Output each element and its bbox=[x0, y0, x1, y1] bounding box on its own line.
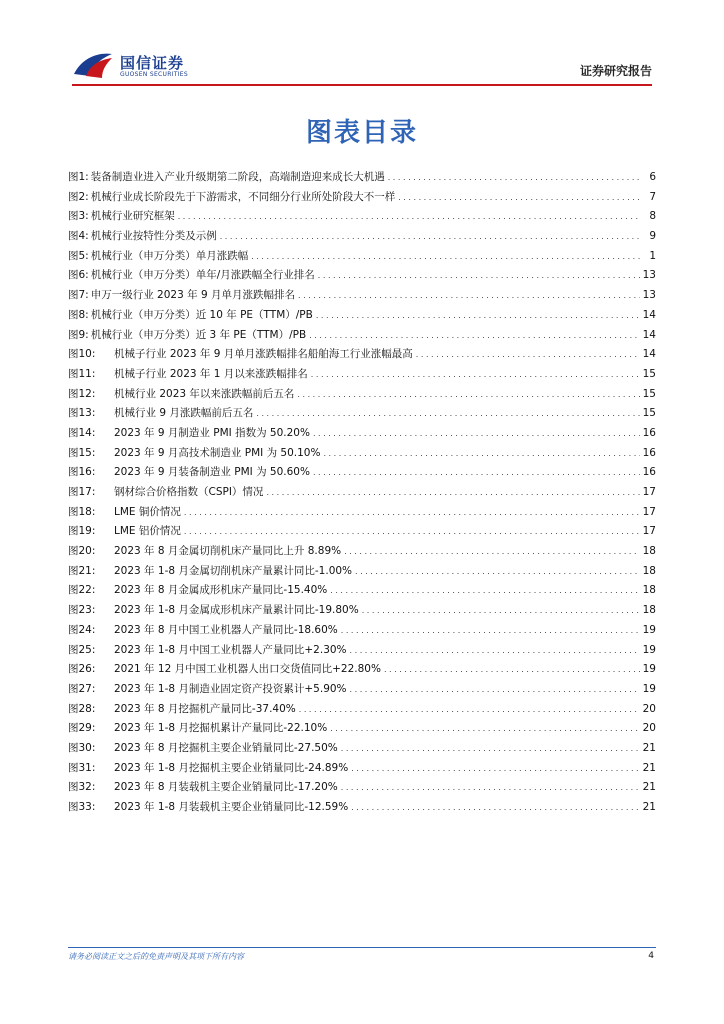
toc-figure-title: 2023 年 1-8 月挖掘机累计产量同比-22.10% bbox=[114, 722, 328, 735]
toc-page-number: 18 bbox=[642, 564, 656, 577]
toc-figure-title: 2023 年 8 月金属成形机床产量同比-15.40% bbox=[114, 584, 328, 597]
toc-row[interactable] bbox=[68, 444, 656, 464]
toc-leader-dots bbox=[251, 247, 641, 267]
toc-leader-dots bbox=[309, 326, 639, 346]
toc-figure-number: 图19: bbox=[68, 525, 96, 538]
toc-figure-title: 机械行业（申万分类）单月涨跌幅 bbox=[90, 249, 249, 262]
logo-text-cn: 国信证券 bbox=[120, 54, 185, 72]
toc-figure-number: 图32: bbox=[68, 781, 96, 794]
toc-row[interactable] bbox=[68, 266, 656, 286]
toc-figure-number: 图10: bbox=[68, 348, 96, 361]
guosen-logo bbox=[72, 48, 212, 84]
toc-figure-title: LME 铜价情况 bbox=[114, 505, 181, 518]
logo-text-en: GUOSEN SECURITIES bbox=[120, 71, 189, 78]
toc-figure-number: 图13: bbox=[68, 407, 96, 420]
toc-page-number: 18 bbox=[642, 545, 656, 558]
toc-figure-number: 图23: bbox=[68, 604, 96, 617]
toc-page-number: 21 bbox=[642, 781, 656, 794]
toc-figure-title: 机械子行业 2023 年 9 月单月涨跌幅排名船舶海工行业涨幅最高 bbox=[114, 348, 413, 361]
toc-figure-number: 图4: bbox=[68, 230, 89, 243]
table-of-figures bbox=[68, 168, 656, 818]
toc-row[interactable] bbox=[68, 286, 656, 306]
toc-row[interactable] bbox=[68, 621, 656, 641]
toc-page-number: 19 bbox=[642, 663, 656, 676]
toc-row[interactable] bbox=[68, 778, 656, 798]
toc-leader-dots bbox=[362, 601, 640, 621]
toc-page-number: 14 bbox=[642, 348, 656, 361]
toc-page-number: 6 bbox=[649, 171, 656, 183]
toc-page-number: 1 bbox=[649, 249, 656, 262]
toc-figure-title: 2023 年 8 月中国工业机器人产量同比-18.60% bbox=[114, 623, 338, 636]
toc-page-number: 17 bbox=[642, 525, 656, 538]
toc-leader-dots bbox=[184, 522, 640, 542]
toc-figure-title: 机械行业研究框架 bbox=[90, 210, 175, 223]
toc-page-number: 15 bbox=[642, 407, 656, 420]
toc-leader-dots bbox=[355, 562, 640, 582]
toc-page-number: 13 bbox=[642, 289, 656, 302]
toc-figure-title: 装备制造业进入产业升级期第二阶段，高端制造迎来成长大机遇 bbox=[90, 171, 385, 183]
toc-leader-dots bbox=[313, 463, 640, 483]
toc-row[interactable] bbox=[68, 601, 656, 621]
toc-leader-dots bbox=[398, 188, 641, 208]
header-divider bbox=[72, 84, 652, 86]
toc-row[interactable] bbox=[68, 326, 656, 346]
toc-page-number: 18 bbox=[642, 604, 656, 617]
toc-figure-title: 机械行业（申万分类）近 10 年 PE（TTM）/PB bbox=[90, 308, 313, 321]
toc-page-number: 15 bbox=[642, 367, 656, 380]
toc-figure-number: 图9: bbox=[68, 328, 89, 341]
toc-figure-title: 机械行业 9 月涨跌幅前后五名 bbox=[114, 407, 254, 420]
footer-divider bbox=[68, 947, 656, 948]
toc-page-number: 19 bbox=[642, 682, 656, 695]
toc-leader-dots bbox=[351, 798, 639, 818]
toc-page-number: 9 bbox=[649, 230, 656, 243]
toc-leader-dots bbox=[313, 424, 640, 444]
toc-leader-dots bbox=[184, 503, 640, 523]
toc-figure-number: 图2: bbox=[68, 190, 89, 203]
toc-page-number: 20 bbox=[642, 722, 656, 735]
toc-figure-number: 图16: bbox=[68, 466, 96, 479]
toc-figure-title: 机械行业 2023 年以来涨跌幅前后五名 bbox=[114, 387, 295, 400]
toc-figure-title: 钢材综合价格指数（CSPI）情况 bbox=[114, 486, 264, 498]
toc-leader-dots bbox=[323, 444, 639, 464]
toc-leader-dots bbox=[341, 739, 640, 759]
toc-row[interactable] bbox=[68, 680, 656, 700]
page-number: 4 bbox=[648, 951, 654, 961]
toc-row[interactable] bbox=[68, 581, 656, 601]
toc-figure-number: 图17: bbox=[68, 486, 96, 498]
toc-leader-dots bbox=[316, 306, 640, 326]
toc-row[interactable] bbox=[68, 207, 656, 227]
guosen-logo-icon bbox=[72, 50, 114, 80]
toc-figure-number: 图6: bbox=[68, 269, 89, 282]
toc-page-number: 16 bbox=[642, 446, 656, 459]
toc-row[interactable] bbox=[68, 385, 656, 405]
toc-leader-dots bbox=[388, 168, 641, 188]
toc-figure-title: 2023 年 8 月装载机主要企业销量同比-17.20% bbox=[114, 781, 338, 794]
toc-leader-dots bbox=[220, 227, 641, 247]
toc-page-number: 17 bbox=[642, 505, 656, 518]
toc-leader-dots bbox=[344, 542, 640, 562]
toc-leader-dots bbox=[266, 483, 639, 503]
toc-figure-number: 图25: bbox=[68, 643, 96, 656]
toc-figure-title: 2023 年 1-8 月装载机主要企业销量同比-12.59% bbox=[114, 801, 349, 813]
toc-figure-title: LME 铝价情况 bbox=[114, 525, 181, 538]
toc-figure-title: 机械行业成长阶段先于下游需求，不同细分行业所处阶段大不一样 bbox=[90, 190, 396, 203]
toc-figure-number: 图31: bbox=[68, 761, 96, 774]
toc-leader-dots bbox=[318, 266, 640, 286]
toc-row[interactable] bbox=[68, 463, 656, 483]
toc-page-number: 15 bbox=[642, 387, 656, 400]
page-title: 图表目录 bbox=[305, 118, 418, 148]
toc-leader-dots bbox=[178, 207, 641, 227]
toc-row[interactable] bbox=[68, 247, 656, 267]
page-header bbox=[72, 48, 652, 86]
toc-figure-number: 图28: bbox=[68, 702, 96, 715]
toc-figure-title: 申万一级行业 2023 年 9 月单月涨跌幅排名 bbox=[90, 289, 295, 302]
toc-page-number: 20 bbox=[642, 702, 656, 715]
toc-page-number: 16 bbox=[642, 426, 656, 439]
toc-page-number: 8 bbox=[649, 210, 656, 223]
toc-row[interactable] bbox=[68, 227, 656, 247]
toc-figure-title: 2023 年 9 月装备制造业 PMI 为 50.60% bbox=[114, 466, 310, 479]
toc-figure-title: 2021 年 12 月中国工业机器人出口交货值同比+22.80% bbox=[114, 663, 381, 676]
toc-row[interactable] bbox=[68, 759, 656, 779]
toc-figure-number: 图14: bbox=[68, 426, 96, 439]
toc-figure-title: 机械子行业 2023 年 1 月以来涨跌幅排名 bbox=[114, 367, 308, 380]
toc-figure-number: 图24: bbox=[68, 623, 96, 636]
toc-figure-title: 机械行业（申万分类）单年/月涨跌幅全行业排名 bbox=[90, 269, 315, 282]
toc-row[interactable] bbox=[68, 306, 656, 326]
toc-row[interactable] bbox=[68, 660, 656, 680]
toc-figure-title: 2023 年 9 月高技术制造业 PMI 为 50.10% bbox=[114, 446, 321, 459]
toc-row[interactable] bbox=[68, 700, 656, 720]
report-type-label: 证券研究报告 bbox=[579, 64, 652, 78]
toc-leader-dots bbox=[350, 641, 640, 661]
toc-leader-dots bbox=[341, 621, 640, 641]
toc-page-number: 18 bbox=[642, 584, 656, 597]
toc-row[interactable] bbox=[68, 424, 656, 444]
toc-figure-number: 图3: bbox=[68, 210, 89, 223]
toc-figure-title: 2023 年 1-8 月金属切削机床产量累计同比-1.00% bbox=[114, 564, 353, 577]
toc-page-number: 17 bbox=[642, 486, 656, 498]
toc-figure-number: 图22: bbox=[68, 584, 96, 597]
toc-figure-number: 图21: bbox=[68, 564, 96, 577]
toc-leader-dots bbox=[256, 404, 639, 424]
toc-figure-number: 图7: bbox=[68, 289, 89, 302]
toc-row[interactable] bbox=[68, 739, 656, 759]
toc-leader-dots bbox=[384, 660, 640, 680]
toc-figure-number: 图8: bbox=[68, 308, 89, 321]
toc-figure-title: 2023 年 1-8 月中国工业机器人产量同比+2.30% bbox=[114, 643, 347, 656]
toc-page-number: 13 bbox=[642, 269, 656, 282]
toc-page-number: 19 bbox=[642, 623, 656, 636]
toc-row[interactable] bbox=[68, 719, 656, 739]
toc-figure-number: 图29: bbox=[68, 722, 96, 735]
toc-leader-dots bbox=[416, 345, 640, 365]
toc-row[interactable] bbox=[68, 522, 656, 542]
toc-row[interactable] bbox=[68, 542, 656, 562]
toc-row[interactable] bbox=[68, 404, 656, 424]
toc-leader-dots bbox=[298, 286, 640, 306]
toc-figure-number: 图30: bbox=[68, 741, 96, 754]
footer-disclaimer: 请务必阅读正文之后的免责声明及其项下所有内容 bbox=[68, 952, 244, 961]
toc-figure-title: 2023 年 8 月金属切削机床产量同比上升 8.89% bbox=[114, 545, 342, 558]
toc-figure-number: 图15: bbox=[68, 446, 96, 459]
toc-figure-title: 2023 年 8 月挖掘机产量同比-37.40% bbox=[114, 702, 296, 715]
toc-figure-number: 图20: bbox=[68, 545, 96, 558]
toc-figure-title: 2023 年 1-8 月金属成形机床产量累计同比-19.80% bbox=[114, 604, 359, 617]
toc-figure-number: 图5: bbox=[68, 249, 89, 262]
toc-page-number: 19 bbox=[642, 643, 656, 656]
toc-leader-dots bbox=[297, 385, 639, 405]
toc-figure-number: 图26: bbox=[68, 663, 96, 676]
toc-row[interactable] bbox=[68, 562, 656, 582]
toc-figure-number: 图27: bbox=[68, 682, 96, 695]
toc-page-number: 21 bbox=[642, 761, 656, 774]
toc-leader-dots bbox=[330, 719, 639, 739]
toc-page-number: 7 bbox=[649, 190, 656, 203]
toc-row[interactable] bbox=[68, 365, 656, 385]
toc-figure-title: 机械行业按特性分类及示例 bbox=[90, 230, 217, 243]
toc-row[interactable] bbox=[68, 798, 656, 818]
toc-row[interactable] bbox=[68, 483, 656, 503]
toc-leader-dots bbox=[330, 581, 639, 601]
toc-leader-dots bbox=[351, 759, 639, 779]
toc-leader-dots bbox=[341, 778, 640, 798]
toc-leader-dots bbox=[299, 700, 640, 720]
toc-figure-number: 图18: bbox=[68, 505, 96, 518]
toc-page-number: 14 bbox=[642, 308, 656, 321]
toc-figure-number: 图11: bbox=[68, 367, 96, 380]
toc-row[interactable] bbox=[68, 503, 656, 523]
toc-figure-title: 2023 年 8 月挖掘机主要企业销量同比-27.50% bbox=[114, 741, 338, 754]
toc-row[interactable] bbox=[68, 641, 656, 661]
toc-row[interactable] bbox=[68, 345, 656, 365]
toc-figure-title: 2023 年 9 月制造业 PMI 指数为 50.20% bbox=[114, 426, 310, 439]
toc-figure-title: 2023 年 1-8 月挖掘机主要企业销量同比-24.89% bbox=[114, 761, 349, 774]
toc-page-number: 21 bbox=[642, 801, 656, 813]
toc-leader-dots bbox=[311, 365, 640, 385]
toc-figure-number: 图12: bbox=[68, 387, 96, 400]
toc-figure-title: 机械行业（申万分类）近 3 年 PE（TTM）/PB bbox=[90, 328, 307, 341]
toc-figure-number: 图1: bbox=[68, 171, 89, 183]
toc-page-number: 21 bbox=[642, 741, 656, 754]
toc-page-number: 16 bbox=[642, 466, 656, 479]
toc-leader-dots bbox=[350, 680, 640, 700]
toc-figure-number: 图33: bbox=[68, 801, 96, 813]
toc-row[interactable] bbox=[68, 168, 656, 188]
toc-page-number: 14 bbox=[642, 328, 656, 341]
toc-figure-title: 2023 年 1-8 月制造业固定资产投资累计+5.90% bbox=[114, 682, 347, 695]
toc-row[interactable] bbox=[68, 188, 656, 208]
